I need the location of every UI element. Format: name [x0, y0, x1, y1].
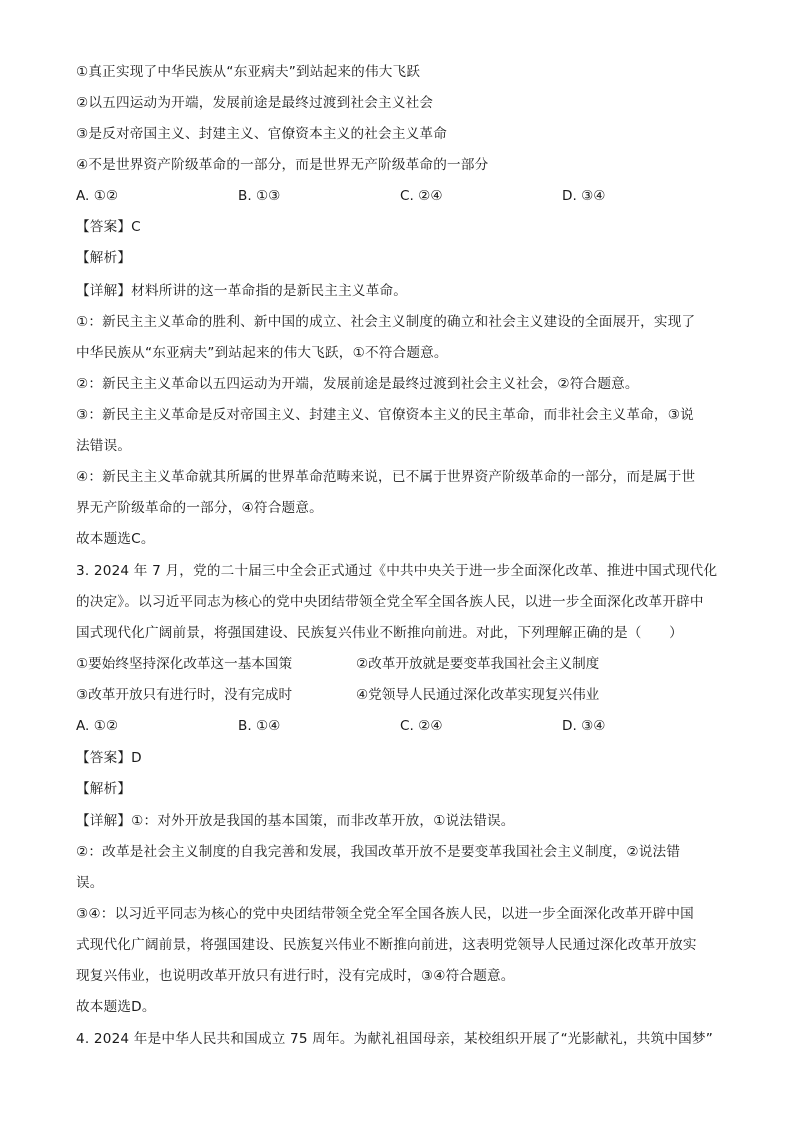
- q3-analysis-label: 【解析】: [76, 781, 132, 797]
- q2-detail-line-5: ③：新民主主义革命是反对帝国主义、封建主义、官僚资本主义的民主革命，而非社会主义革命，③说: [76, 407, 694, 423]
- q3-detail-line-4: ③④：以习近平同志为核心的党中央团结带领全党全军全国各族人民，以进一步全面深化改革开辟中国: [76, 906, 694, 922]
- q3-option-c: C. ②④: [400, 718, 443, 734]
- q2-option-a: A. ①②: [76, 188, 119, 204]
- q3-item-2: ②改革开放就是要变革我国社会主义制度: [356, 656, 600, 672]
- q3-stem-line-1: 3. 2024 年 7 月，党的二十届三中全会正式通过《中共中央关于进一步全面深化改革、推进中国式现代化: [76, 563, 718, 579]
- q2-detail-line-1: 【详解】材料所讲的这一革命指的是新民主主义革命。: [76, 283, 408, 299]
- q2-item-3: ③是反对帝国主义、封建主义、官僚资本主义的社会主义革命: [76, 126, 448, 142]
- q2-item-2: ②以五四运动为开端，发展前途是最终过渡到社会主义社会: [76, 95, 434, 111]
- q3-option-a: A. ①②: [76, 718, 119, 734]
- q3-stem-line-2: 的决定》。以习近平同志为核心的党中央团结带领全党全军全国各族人民，以进一步全面深化改革开辟中: [76, 594, 704, 610]
- q3-detail-line-1: 【详解】①：对外开放是我国的基本国策，而非改革开放，①说法错误。: [76, 813, 515, 829]
- q3-detail-line-6: 现复兴伟业，也说明改革开放只有进行时，没有完成时，③④符合题意。: [76, 968, 515, 984]
- q3-answer: 【答案】D: [76, 750, 142, 766]
- q2-item-4: ④不是世界资产阶级革命的一部分，而是世界无产阶级革命的一部分: [76, 157, 489, 173]
- q2-conclusion: 故本题选C。: [76, 531, 155, 547]
- q2-detail-line-3: 中华民族从“东亚病夫”到站起来的伟大飞跃，①不符合题意。: [76, 345, 448, 361]
- q3-stem-line-3: 国式现代化广阔前景，将强国建设、民族复兴伟业不断推向前进。对此，下列理解正确的是（ ）: [76, 625, 683, 641]
- q3-detail-line-3: 误。: [76, 875, 104, 891]
- q4-stem-line-1: 4. 2024 年是中华人民共和国成立 75 周年。为献礼祖国母亲，某校组织开展了“光影献礼，共筑中国梦”: [76, 1031, 713, 1047]
- q2-detail-line-2: ①：新民主主义革命的胜利、新中国的成立、社会主义制度的确立和社会主义建设的全面展开，实现了: [76, 314, 696, 330]
- q3-item-1: ①要始终坚持深化改革这一基本国策: [76, 656, 293, 672]
- q3-detail-line-5: 式现代化广阔前景，将强国建设、民族复兴伟业不断推向前进，这表明党领导人民通过深化改革开放实: [76, 937, 697, 953]
- q2-option-c: C. ②④: [400, 188, 443, 204]
- q2-detail-line-7: ④：新民主主义革命就其所属的世界革命范畴来说，已不属于世界资产阶级革命的一部分，而是属于世: [76, 469, 696, 485]
- q3-conclusion: 故本题选D。: [76, 999, 156, 1015]
- q2-detail-line-8: 界无产阶级革命的一部分，④符合题意。: [76, 500, 323, 516]
- q2-detail-line-6: 法错误。: [76, 438, 132, 454]
- q3-item-3: ③改革开放只有进行时，没有完成时: [76, 687, 293, 703]
- q3-option-d: D. ③④: [562, 718, 606, 734]
- q2-detail-line-4: ②：新民主主义革命以五四运动为开端，发展前途是最终过渡到社会主义社会，②符合题意。: [76, 376, 639, 392]
- q3-detail-line-2: ②：改革是社会主义制度的自我完善和发展，我国改革开放不是要变革我国社会主义制度，②说法错: [76, 844, 681, 860]
- q3-option-b: B. ①④: [238, 718, 281, 734]
- q2-analysis-label: 【解析】: [76, 250, 132, 266]
- q2-option-b: B. ①③: [238, 188, 281, 204]
- q3-item-4: ④党领导人民通过深化改革实现复兴伟业: [356, 687, 600, 703]
- q2-answer: 【答案】C: [76, 219, 141, 235]
- q2-item-1: ①真正实现了中华民族从“东亚病夫”到站起来的伟大飞跃: [76, 64, 421, 80]
- q2-option-d: D. ③④: [562, 188, 606, 204]
